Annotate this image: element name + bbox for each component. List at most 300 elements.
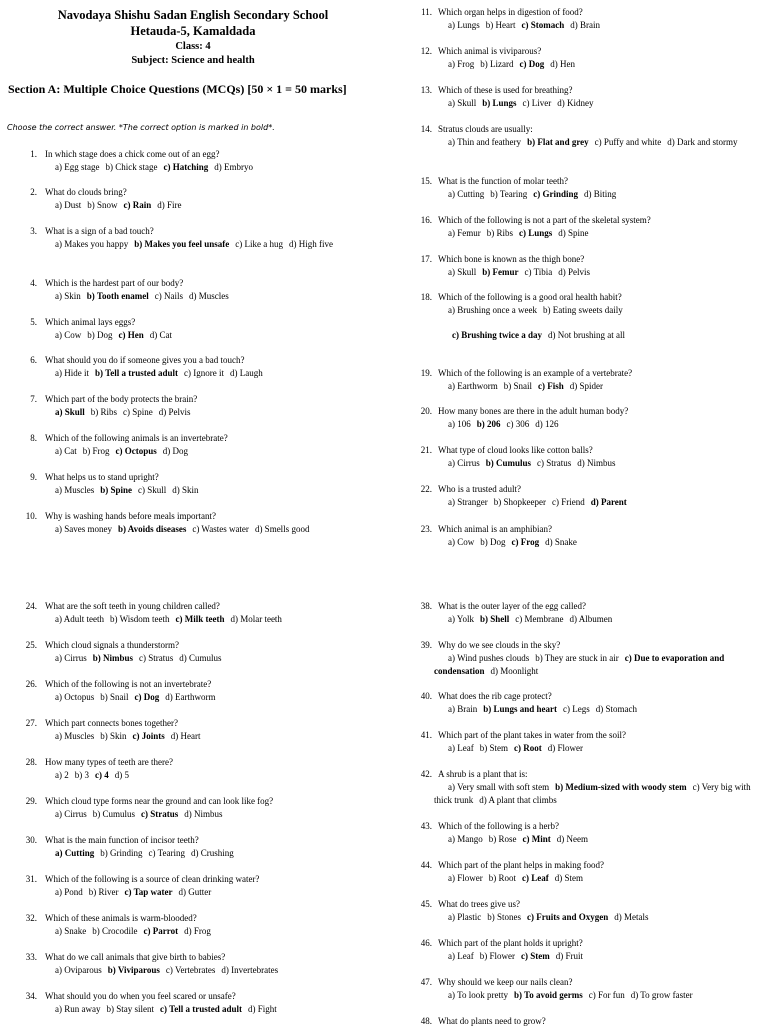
answer-options xyxy=(55,445,194,458)
answer-options xyxy=(448,266,596,279)
question-number: 12. xyxy=(420,46,432,56)
answer-option: b) Skin xyxy=(100,731,127,741)
answer-option: d) 5 xyxy=(114,770,129,780)
answer-option: d) Albumen xyxy=(569,614,613,624)
answer-option: a) Flower xyxy=(448,873,483,883)
answer-option: a) Skull xyxy=(448,98,477,108)
school-location: Hetauda-5, Kamaldada xyxy=(130,24,256,38)
question-number: 6. xyxy=(30,355,37,365)
answer-option: d) Embryo xyxy=(214,162,253,172)
question-number: 46. xyxy=(420,938,432,948)
answer-options xyxy=(55,613,288,626)
answer-option: c) Spine xyxy=(123,407,153,417)
answer-option: b) River xyxy=(88,887,119,897)
question-number: 30. xyxy=(25,835,37,845)
question-number: 3. xyxy=(30,226,37,236)
answer-option: a) To look pretty xyxy=(448,990,508,1000)
correct-option: d) Parent xyxy=(590,497,627,507)
answer-options xyxy=(448,496,633,509)
answer-option: c) Tearing xyxy=(148,848,185,858)
answer-option: b) Snow xyxy=(87,200,118,210)
question-number: 22. xyxy=(420,484,432,494)
answer-option: b) Frog xyxy=(82,446,110,456)
answer-option: a) Lungs xyxy=(448,20,480,30)
answer-option: b) Snail xyxy=(503,381,532,391)
question-text: In which stage does a chick come out of an egg? xyxy=(45,149,220,159)
answer-option: b) Stay silent xyxy=(106,1004,154,1014)
question-text: Why do we see clouds in the sky? xyxy=(438,640,561,650)
correct-option: c) Rain xyxy=(123,200,152,210)
question-number: 34. xyxy=(25,991,37,1001)
answer-option: a) Skull xyxy=(448,267,477,277)
question-text: Which of these animals is warm-blooded? xyxy=(45,913,197,923)
answer-options xyxy=(448,703,643,716)
answer-option: a) Femur xyxy=(448,228,481,238)
answer-option: b) Eating sweets daily xyxy=(542,305,623,315)
question-number: 23. xyxy=(420,524,432,534)
answer-options xyxy=(448,380,609,393)
answer-option: c) For fun xyxy=(588,990,625,1000)
correct-option: a) Cutting xyxy=(55,848,95,858)
answer-option: d) Gutter xyxy=(178,887,212,897)
answer-option: d) To grow faster xyxy=(630,990,693,1000)
correct-option: c) Due to evaporation and condensation xyxy=(434,653,725,676)
question-text: Which of the following animals is an invertebrate? xyxy=(45,433,228,443)
answer-option: a) Egg stage xyxy=(55,162,100,172)
answer-option: b) Root xyxy=(488,873,517,883)
answer-options xyxy=(41,238,361,251)
answer-options xyxy=(55,329,178,342)
correct-option: c) Hen xyxy=(118,330,144,340)
question-text: What does the rib cage protect? xyxy=(438,691,552,701)
answer-option: d) Crushing xyxy=(190,848,234,858)
answer-option: a) Brain xyxy=(448,704,478,714)
answer-options xyxy=(55,290,235,303)
question-text: What do trees give us? xyxy=(438,899,520,909)
answer-option: c) Very big with thick trunk xyxy=(434,782,751,805)
correct-option: a) Skull xyxy=(55,407,85,417)
answer-option: b) Heart xyxy=(485,20,516,30)
answer-options xyxy=(448,613,618,626)
instruction-text: Choose the correct answer. *The correct option is marked in bold*. xyxy=(7,123,275,132)
answer-option: a) Cutting xyxy=(448,189,485,199)
correct-option: b) Lungs and heart xyxy=(483,704,558,714)
answer-option: d) 126 xyxy=(535,419,559,429)
answer-options xyxy=(448,742,589,755)
answer-option: a) Cow xyxy=(448,537,475,547)
answer-options xyxy=(434,136,764,149)
correct-option: b) Spine xyxy=(100,485,133,495)
question-text: What is the function of molar teeth? xyxy=(438,176,568,186)
answer-options xyxy=(448,418,565,431)
question-text: How many types of teeth are there? xyxy=(45,757,173,767)
answer-option: d) Pelvis xyxy=(158,407,191,417)
question-text: What do clouds bring? xyxy=(45,187,127,197)
answer-options xyxy=(55,484,205,497)
answer-option: a) Skin xyxy=(55,291,81,301)
question-number: 45. xyxy=(420,899,432,909)
question-text: Which organ helps in digestion of food? xyxy=(438,7,583,17)
question-number: 47. xyxy=(420,977,432,987)
answer-option: d) Invertebrates xyxy=(221,965,279,975)
answer-option: b) Ribs xyxy=(486,228,514,238)
answer-options xyxy=(55,691,221,704)
answer-option: d) Cumulus xyxy=(179,653,222,663)
question-number: 39. xyxy=(420,640,432,650)
answer-option: c) 306 xyxy=(506,419,530,429)
answer-option: d) Heart xyxy=(170,731,201,741)
correct-option: c) Milk teeth xyxy=(175,614,225,624)
question-number: 5. xyxy=(30,317,37,327)
answer-option: d) Fire xyxy=(157,200,182,210)
answer-options xyxy=(55,769,135,782)
correct-option: c) Joints xyxy=(132,731,165,741)
answer-option: d) Stem xyxy=(554,873,584,883)
correct-option: c) Frog xyxy=(511,537,540,547)
answer-option: c) Like a hug xyxy=(235,239,283,249)
answer-option: d) Fruit xyxy=(555,951,583,961)
answer-option: c) Ignore it xyxy=(184,368,225,378)
question-number: 13. xyxy=(420,85,432,95)
answer-option: b) Tearing xyxy=(490,189,528,199)
question-text: Which animal lays eggs? xyxy=(45,317,136,327)
correct-option: b) 206 xyxy=(476,419,501,429)
question-number: 48. xyxy=(420,1016,432,1026)
answer-option: a) Leaf xyxy=(448,951,474,961)
answer-option: d) Frog xyxy=(184,926,211,936)
answer-option: d) Moonlight xyxy=(490,666,539,676)
question-number: 41. xyxy=(420,730,432,740)
question-text: Which cloud signals a thunderstorm? xyxy=(45,640,179,650)
answer-option: b) Dog xyxy=(87,330,113,340)
answer-option: d) High five xyxy=(288,239,333,249)
question-text: Which bone is known as the thigh bone? xyxy=(438,254,585,264)
answer-option: d) Spider xyxy=(569,381,603,391)
question-text: What do plants need to grow? xyxy=(438,1016,546,1026)
answer-options xyxy=(448,989,699,1002)
correct-option: b) Flat and grey xyxy=(527,137,589,147)
answer-option: a) Cat xyxy=(55,446,77,456)
question-number: 24. xyxy=(25,601,37,611)
question-text: Which of the following is a source of clean drinking water? xyxy=(45,874,260,884)
correct-option: b) Lungs xyxy=(482,98,517,108)
answer-option: b) Chick stage xyxy=(105,162,158,172)
answer-options xyxy=(55,925,217,938)
answer-options xyxy=(55,1003,283,1016)
correct-option: c) Grinding xyxy=(533,189,578,199)
correct-option: c) Mint xyxy=(522,834,551,844)
answer-option: a) Saves money xyxy=(55,524,112,534)
question-number: 1. xyxy=(30,149,37,159)
question-number: 38. xyxy=(420,601,432,611)
question-text: Who is a trusted adult? xyxy=(438,484,521,494)
correct-option: b) Medium-sized with woody stem xyxy=(555,782,687,792)
answer-option: b) Cumulus xyxy=(92,809,136,819)
answer-option: c) Vertebrates xyxy=(165,965,216,975)
answer-option: a) Snake xyxy=(55,926,87,936)
question-text: Which animal is an amphibian? xyxy=(438,524,552,534)
question-number: 26. xyxy=(25,679,37,689)
answer-option: b) Lizard xyxy=(480,59,514,69)
correct-option: c) Root xyxy=(513,743,542,753)
question-text: What is the main function of incisor teeth? xyxy=(45,835,199,845)
correct-option: c) Stem xyxy=(520,951,550,961)
question-number: 2. xyxy=(30,187,37,197)
answer-option: a) Dust xyxy=(55,200,82,210)
question-number: 18. xyxy=(420,292,432,302)
answer-options xyxy=(41,523,361,536)
answer-option: d) Biting xyxy=(583,189,617,199)
answer-options xyxy=(55,847,240,860)
question-text: Which of these is used for breathing? xyxy=(438,85,573,95)
answer-option: a) Cirrus xyxy=(448,458,480,468)
answer-option: a) Muscles xyxy=(55,485,95,495)
answer-option: a) Brushing once a week xyxy=(448,305,537,315)
question-text: Which of the following is not an invertebrate? xyxy=(45,679,212,689)
answer-option: a) Very small with soft stem xyxy=(448,782,550,792)
correct-option: c) Stratus xyxy=(141,809,179,819)
question-text: Which cloud type forms near the ground and can look like fog? xyxy=(45,796,274,806)
answer-option: b) Wisdom teeth xyxy=(110,614,170,624)
answer-option: a) Run away xyxy=(55,1004,101,1014)
correct-option: c) Fruits and Oxygen xyxy=(527,912,609,922)
correct-option: b) Shell xyxy=(480,614,510,624)
question-number: 42. xyxy=(420,769,432,779)
answer-option: a) Adult teeth xyxy=(55,614,104,624)
answer-option: b) Shopkeeper xyxy=(493,497,546,507)
answer-option: b) Crocodile xyxy=(92,926,138,936)
school-name: Navodaya Shishu Sadan English Secondary School xyxy=(57,8,329,22)
answer-option: d) Spine xyxy=(558,228,589,238)
question-number: 28. xyxy=(25,757,37,767)
question-number: 7. xyxy=(30,394,37,404)
answer-options xyxy=(55,964,284,977)
question-text: What helps us to stand upright? xyxy=(45,472,159,482)
answer-options xyxy=(55,406,197,419)
question-number: 40. xyxy=(420,691,432,701)
correct-option: c) Hatching xyxy=(163,162,209,172)
answer-options xyxy=(55,886,217,899)
question-number: 19. xyxy=(420,368,432,378)
answer-option: d) Metals xyxy=(614,912,649,922)
answer-option: d) Dog xyxy=(162,446,188,456)
answer-options xyxy=(448,911,655,924)
answer-option: d) Earthworm xyxy=(165,692,216,702)
question-text: Which part of the plant holds it upright? xyxy=(438,938,583,948)
answer-options xyxy=(448,97,600,110)
answer-option: d) Laugh xyxy=(230,368,263,378)
answer-option: a) Wind pushes clouds xyxy=(448,653,530,663)
answer-option: d) A plant that climbs xyxy=(479,795,557,805)
answer-option: d) Fight xyxy=(248,1004,277,1014)
question-number: 25. xyxy=(25,640,37,650)
question-number: 31. xyxy=(25,874,37,884)
question-text: Which of the following is not a part of the skeletal system? xyxy=(438,215,651,225)
answer-options xyxy=(448,833,594,846)
correct-option: c) Leaf xyxy=(522,873,549,883)
answer-option: b) 3 xyxy=(74,770,89,780)
question-text: What should you do if someone gives you a bad touch? xyxy=(45,355,245,365)
answer-options xyxy=(448,19,606,32)
correct-option: b) Tell a trusted adult xyxy=(95,368,179,378)
answer-option: a) Pond xyxy=(55,887,83,897)
answer-option: a) Octopus xyxy=(55,692,95,702)
correct-option: b) Nimbus xyxy=(92,653,134,663)
answer-options xyxy=(55,808,229,821)
question-number: 15. xyxy=(420,176,432,186)
answer-options xyxy=(55,199,188,212)
answer-option: d) Flower xyxy=(547,743,583,753)
answer-option: c) Puffy and white xyxy=(594,137,662,147)
question-text: What are the soft teeth in young children called? xyxy=(45,601,220,611)
answer-option: a) Cirrus xyxy=(55,653,87,663)
correct-option: c) Stomach xyxy=(521,20,565,30)
question-text: Which part of the plant takes in water from the soil? xyxy=(438,730,626,740)
answer-option: c) Tibia xyxy=(524,267,553,277)
question-number: 21. xyxy=(420,445,432,455)
answer-options xyxy=(448,457,622,470)
class-label: Class: 4 xyxy=(175,41,211,52)
question-number: 29. xyxy=(25,796,37,806)
question-text: Which animal is viviparous? xyxy=(438,46,542,56)
correct-option: b) Viviparous xyxy=(107,965,160,975)
correct-option: b) Cumulus xyxy=(485,458,532,468)
answer-option: c) Liver xyxy=(522,98,552,108)
answer-option: d) Dark and stormy xyxy=(667,137,738,147)
question-text: What is a sign of a bad touch? xyxy=(45,226,154,236)
answer-options xyxy=(448,536,583,549)
answer-options xyxy=(448,58,581,71)
answer-option: a) Cow xyxy=(55,330,82,340)
answer-option: b) Ribs xyxy=(90,407,118,417)
answer-options xyxy=(55,652,228,665)
answer-option: c) Nails xyxy=(154,291,184,301)
correct-option: b) Tooth enamel xyxy=(86,291,149,301)
answer-option: c) Legs xyxy=(563,704,590,714)
answer-options xyxy=(448,304,629,317)
answer-option: a) Earthworm xyxy=(448,381,498,391)
question-text: What should you do when you feel scared or unsafe? xyxy=(45,991,236,1001)
answer-option: a) Cirrus xyxy=(55,809,87,819)
question-text: Which part of the plant helps in making food? xyxy=(438,860,604,870)
correct-option: c) Lungs xyxy=(519,228,553,238)
question-number: 11. xyxy=(421,7,432,17)
question-number: 16. xyxy=(420,215,432,225)
answer-option: d) Kidney xyxy=(557,98,594,108)
answer-option: d) Neem xyxy=(556,834,588,844)
answer-option: a) Muscles xyxy=(55,731,95,741)
answer-option: a) 106 xyxy=(448,419,471,429)
question-number: 27. xyxy=(25,718,37,728)
answer-option: d) Skin xyxy=(172,485,199,495)
answer-option: c) Stratus xyxy=(537,458,572,468)
answer-option: a) Leaf xyxy=(448,743,474,753)
question-text: A shrub is a plant that is: xyxy=(438,769,528,779)
answer-option: d) Snake xyxy=(545,537,577,547)
answer-options xyxy=(55,367,269,380)
question-number: 9. xyxy=(30,472,37,482)
question-text: What type of cloud looks like cotton balls? xyxy=(438,445,593,455)
correct-option: c) Octopus xyxy=(115,446,157,456)
question-number: 20. xyxy=(420,406,432,416)
question-text: Stratus clouds are usually: xyxy=(438,124,533,134)
answer-option: d) Molar teeth xyxy=(230,614,282,624)
answer-option: c) Skull xyxy=(138,485,167,495)
correct-option: c) Brushing twice a day xyxy=(452,330,542,340)
correct-option: b) Femur xyxy=(482,267,519,277)
question-number: 17. xyxy=(420,254,432,264)
correct-option: c) Tap water xyxy=(124,887,173,897)
correct-option: c) Dog xyxy=(519,59,545,69)
answer-option: d) Stomach xyxy=(595,704,638,714)
answer-options xyxy=(448,872,589,885)
correct-option: c) Tell a trusted adult xyxy=(159,1004,242,1014)
answer-option: d) Pelvis xyxy=(558,267,591,277)
answer-option: a) Makes you happy xyxy=(55,239,129,249)
question-number: 43. xyxy=(420,821,432,831)
answer-option: c) Membrane xyxy=(515,614,564,624)
answer-option: a) Thin and feathery xyxy=(448,137,522,147)
answer-option: b) Rose xyxy=(488,834,517,844)
section-title: Section A: Multiple Choice Questions (MCQs) [50 × 1 = 50 marks] xyxy=(8,82,347,96)
correct-option: c) Fish xyxy=(537,381,564,391)
answer-option: b) Stones xyxy=(487,912,521,922)
question-text: Why is washing hands before meals important? xyxy=(45,511,216,521)
question-text: Which of the following is a good oral health habit? xyxy=(438,292,622,302)
answer-options xyxy=(55,161,259,174)
answer-options xyxy=(448,227,595,240)
question-text: Which part of the body protects the brain? xyxy=(45,394,198,404)
answer-option: d) Not brushing at all xyxy=(548,330,625,340)
answer-options xyxy=(434,781,764,807)
answer-option: d) Nimbus xyxy=(577,458,616,468)
answer-option: d) Brain xyxy=(570,20,600,30)
question-number: 32. xyxy=(25,913,37,923)
question-text: Which of the following is an example of a vertebrate? xyxy=(438,368,633,378)
answer-options-continued xyxy=(452,329,631,342)
answer-option: a) Stranger xyxy=(448,497,488,507)
question-text: What is the outer layer of the egg called? xyxy=(438,601,586,611)
answer-option: d) Cat xyxy=(149,330,172,340)
answer-option: c) Wastes water xyxy=(192,524,249,534)
correct-option: b) To avoid germs xyxy=(513,990,583,1000)
question-number: 8. xyxy=(30,433,37,443)
answer-option: d) Smells good xyxy=(254,524,310,534)
answer-option: b) Dog xyxy=(480,537,506,547)
answer-option: a) Plastic xyxy=(448,912,482,922)
question-number: 4. xyxy=(30,278,37,288)
answer-option: a) Frog xyxy=(448,59,475,69)
subject-label: Subject: Science and health xyxy=(131,55,255,66)
question-text: How many bones are there in the adult human body? xyxy=(438,406,629,416)
answer-options xyxy=(448,188,622,201)
correct-option: b) Makes you feel unsafe xyxy=(134,239,230,249)
answer-option: a) Hide it xyxy=(55,368,89,378)
answer-option: d) Muscles xyxy=(189,291,229,301)
correct-option: c) Parrot xyxy=(143,926,179,936)
question-number: 14. xyxy=(420,124,432,134)
answer-option: b) Stem xyxy=(479,743,508,753)
answer-option: d) Nimbus xyxy=(184,809,223,819)
answer-option: b) Grinding xyxy=(100,848,143,858)
question-text: What do we call animals that give birth to babies? xyxy=(45,952,226,962)
question-text: Why should we keep our nails clean? xyxy=(438,977,573,987)
correct-option: c) Dog xyxy=(134,692,160,702)
question-number: 10. xyxy=(25,511,37,521)
answer-options xyxy=(448,950,589,963)
answer-option: c) Friend xyxy=(551,497,585,507)
answer-option: a) Mango xyxy=(448,834,483,844)
